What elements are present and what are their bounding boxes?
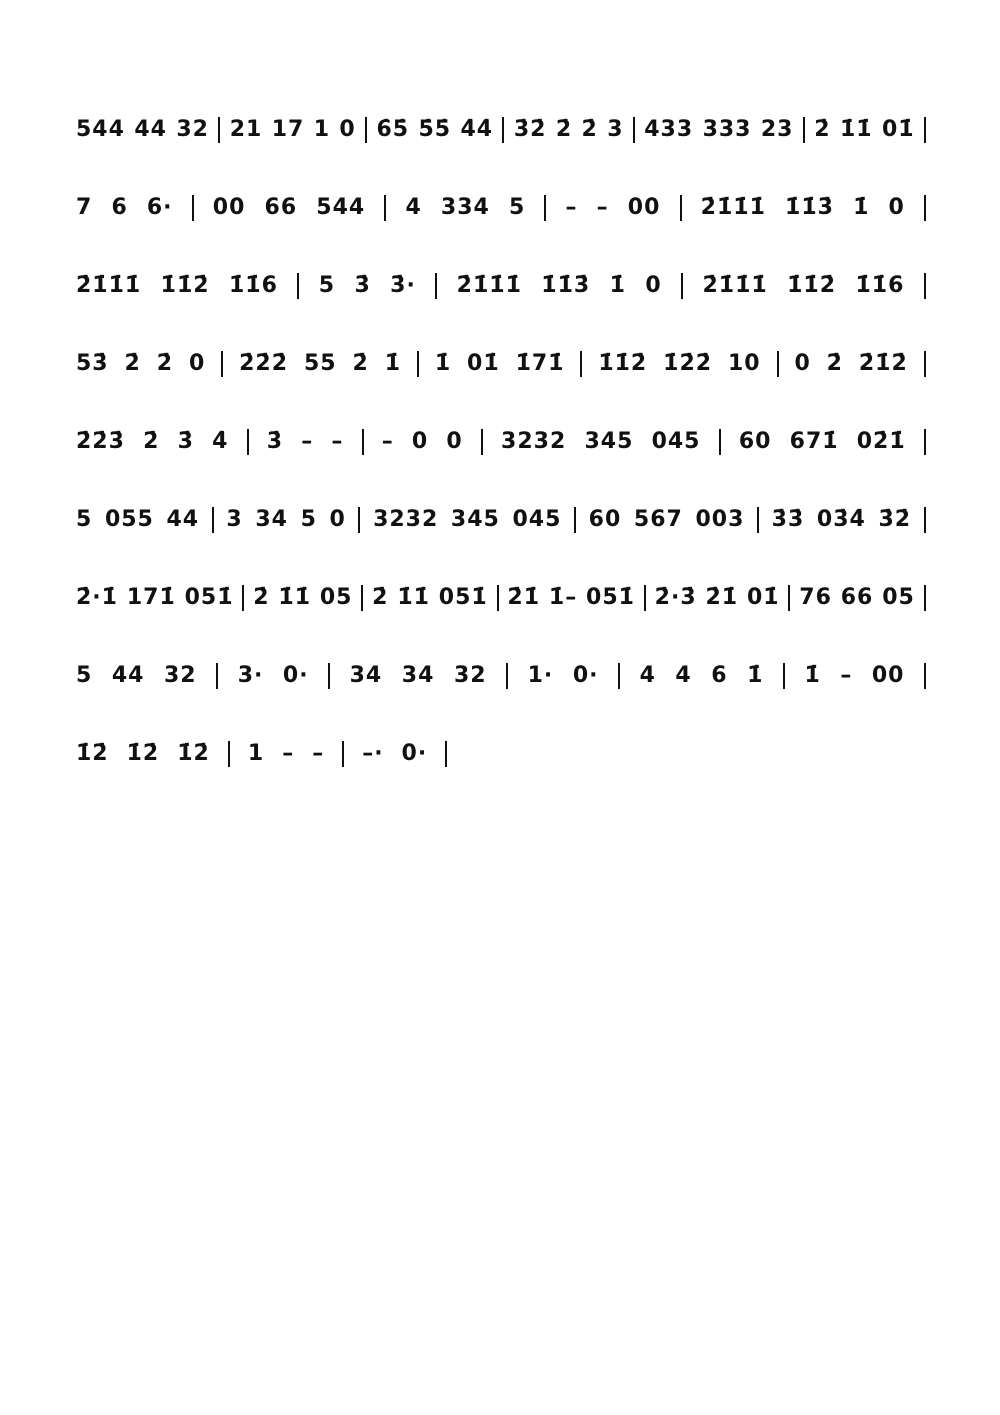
note-group: 345 [450,507,500,532]
note-group: 5 [508,195,526,220]
note-group: 1̇1̇3̇ [785,195,834,220]
note-group: 2̇ [143,429,160,454]
note-group: 3̇3̇ [771,507,805,532]
note-group: – [331,429,344,454]
barline [445,741,447,767]
barline [497,585,499,611]
note-group: 3̇ [354,273,371,298]
note-group: 2̇ [555,117,573,142]
barline [777,351,779,377]
barline [924,585,926,611]
barline [924,195,926,221]
note-group: –· [362,741,384,766]
barline [681,273,683,299]
note-group: 2̇1̇1̇1̇ [700,195,766,220]
note-group: 1̇1̇2̇ [598,351,648,376]
note-group: 2̇1̇2̇ [858,351,908,376]
barline [924,663,926,689]
note-group: 21 [229,117,263,142]
note-group: 5̇5̇ [418,117,452,142]
barline [221,351,223,377]
score-line-7 [76,578,926,618]
barline [644,585,646,611]
note-group: 2̇2̇3̇ [76,429,125,454]
barline [297,273,299,299]
note-group: 7 [76,195,93,220]
note-group: 00 [627,195,661,220]
note-group: 5 [76,507,93,532]
note-group: 3232 [501,429,567,454]
score-line-3 [76,266,926,306]
note-group: 3232 [373,507,439,532]
note-group: – [596,195,609,220]
note-group: 334 [440,195,490,220]
barline [502,117,504,143]
note-group: 01̇ [746,585,780,610]
barline [574,507,576,533]
note-group: 5 [318,273,336,298]
barline [358,507,360,533]
note-group: – [565,195,578,220]
score-line-8 [76,656,926,696]
note-group: 2̇ [352,351,369,376]
note-group: 3̇2̇ [878,507,912,532]
note-group: 32 [176,117,209,142]
note-group: 0 [329,507,346,532]
barline [580,351,582,377]
barline [783,663,785,689]
barline [924,507,926,533]
note-group: – [282,741,295,766]
note-group: 1̇1̇ [839,117,873,142]
note-group: 3 [607,117,624,142]
note-group: – [840,663,853,688]
barline [328,663,330,689]
note-group: 567 [633,507,683,532]
note-group: 3· [237,663,264,688]
note-group: 00 [212,195,246,220]
barline [228,741,230,767]
note-group: 6 [111,195,128,220]
note-group: 0 [339,117,356,142]
barline [924,117,926,143]
note-group: 44 [111,663,145,688]
note-group: 66 [264,195,298,220]
barline [633,117,635,143]
note-group: 0· [282,663,309,688]
barline [216,663,218,689]
note-group: 2̇ [581,117,598,142]
score-line-4 [76,344,926,384]
note-group: 045 [651,429,701,454]
note-group: 32 [164,663,197,688]
note-group: 1̇ [434,351,452,376]
note-group: 0· [572,663,599,688]
barline [618,663,620,689]
note-group: 0 [446,429,463,454]
barline [362,429,364,455]
note-group: 6̇5̇ [376,117,410,142]
barline [365,117,367,143]
note-group: 5 [76,663,93,688]
score-line-9 [76,734,447,774]
note-group: 345 [584,429,634,454]
note-group: 0· [401,741,428,766]
note-group: 2̇2̇2̇ [239,351,289,376]
barline [481,429,483,455]
note-group: 0 [188,351,206,376]
note-group: 1̇1̇2̇ [787,273,837,298]
note-group: – [312,741,325,766]
note-group: 544 [76,117,125,142]
note-group: 4 [639,663,656,688]
note-group: 051̇ [184,585,234,610]
score-line-5 [76,422,926,462]
note-group: 4̇ [212,429,229,454]
note-group: 44 [166,507,200,532]
barline [680,195,682,221]
note-group: 1̇ [609,273,626,298]
note-group: 1̇1̇ [278,585,312,610]
note-group: 003 [695,507,745,532]
note-group: 00 [871,663,905,688]
note-group: 1̇1̇6 [855,273,905,298]
note-group: 4̇4̇ [460,117,494,142]
note-group: 10 [728,351,761,376]
note-group: 1̇ [853,195,870,220]
note-group: 171̇ [126,585,176,610]
barline [212,507,214,533]
note-group: 76 [799,585,832,610]
barline [803,117,805,143]
note-group: 1̇2̇ [177,741,210,766]
note-group: 1̇ [804,663,821,688]
note-group: 55 [303,351,337,376]
barline [192,195,194,221]
note-group: 2̇1̇ [705,585,739,610]
score-line-1 [76,110,926,150]
note-group: 2̇ [124,351,141,376]
note-group: 1̇ [747,663,764,688]
note-group: 60 [738,429,772,454]
note-group: 333 [702,117,752,142]
note-group: – [301,429,314,454]
barline [435,273,437,299]
note-group: 3̇ [266,429,284,454]
note-group: 1̇1̇6 [228,273,278,298]
note-group: 055 [104,507,154,532]
barline [417,351,419,377]
note-group: 1̇2̇ [76,741,109,766]
barline [757,507,759,533]
note-group: 34 [255,507,288,532]
note-group: 3̇· [390,273,416,298]
note-group: 66 [840,585,874,610]
note-group: 671̇ [789,429,839,454]
note-group: 05 [319,585,353,610]
note-group: 3 [226,507,243,532]
note-group: 5 [300,507,317,532]
barline [924,273,926,299]
note-group: 4 [675,663,692,688]
barline [719,429,721,455]
note-group: 2̇1̇1̇1̇ [456,273,522,298]
note-group: – [381,429,394,454]
note-group: 1̇ [384,351,401,376]
note-group: 34 [401,663,435,688]
note-group: 0 [794,351,811,376]
note-group: 0 [411,429,429,454]
note-group: 4 [405,195,422,220]
note-group: 1̇2̇2̇ [663,351,713,376]
note-group: 1̇71̇ [515,351,565,376]
note-group: 1 [247,741,265,766]
note-group: 2̇1̇1̇1̇ [76,273,142,298]
note-group: 05 [882,585,915,610]
note-group: 0 [888,195,905,220]
note-group: 1̇1̇3̇ [541,273,591,298]
note-group: 051̇ [438,585,488,610]
note-group: 03̇4̇ [816,507,866,532]
note-group: 2̇ [156,351,174,376]
note-group: 6· [146,195,173,220]
note-group: 051̇ [586,585,635,610]
note-group: 3̇ [177,429,194,454]
note-group: 2̇ [253,585,270,610]
barline [247,429,249,455]
barline [384,195,386,221]
barline [788,585,790,611]
note-group: 32 [453,663,487,688]
note-group: 60 [588,507,622,532]
note-group: 53̇ [76,351,109,376]
note-group: 34 [349,663,383,688]
note-group: 1· [527,663,554,688]
barline [924,429,926,455]
score-line-6 [76,500,926,540]
note-group: 1 [313,117,330,142]
barline [361,585,363,611]
note-group: 44 [134,117,167,142]
note-group: 1̇– [548,585,578,610]
note-group: 01̇ [467,351,500,376]
note-group: 2̇·1̇ [76,585,118,610]
barline [342,741,344,767]
note-group: 544 [316,195,366,220]
note-group: 23 [760,117,794,142]
note-group: 2̇ [814,117,831,142]
barline [218,117,220,143]
note-group: 1̇1̇ [397,585,430,610]
note-group: 2̇ [372,585,389,610]
note-group: 02̇1̇ [856,429,906,454]
note-group: 433 [644,117,694,142]
barline [924,351,926,377]
score-line-2 [76,188,926,228]
note-group: 1̇1̇2̇ [160,273,210,298]
note-group: 0 [645,273,662,298]
note-group: 17 [271,117,305,142]
note-group: 045 [512,507,562,532]
barline [506,663,508,689]
note-group: 01̇ [881,117,915,142]
note-group: 2̇1̇ [507,585,541,610]
barline [544,195,546,221]
barline [242,585,244,611]
note-group: 1̇2̇ [126,741,160,766]
note-group: 2̇·3̇ [654,585,697,610]
note-group: 2̇ [826,351,843,376]
note-group: 2̇1̇1̇1̇ [702,273,768,298]
note-group: 3̇2̇ [513,117,547,142]
note-group: 6 [711,663,728,688]
